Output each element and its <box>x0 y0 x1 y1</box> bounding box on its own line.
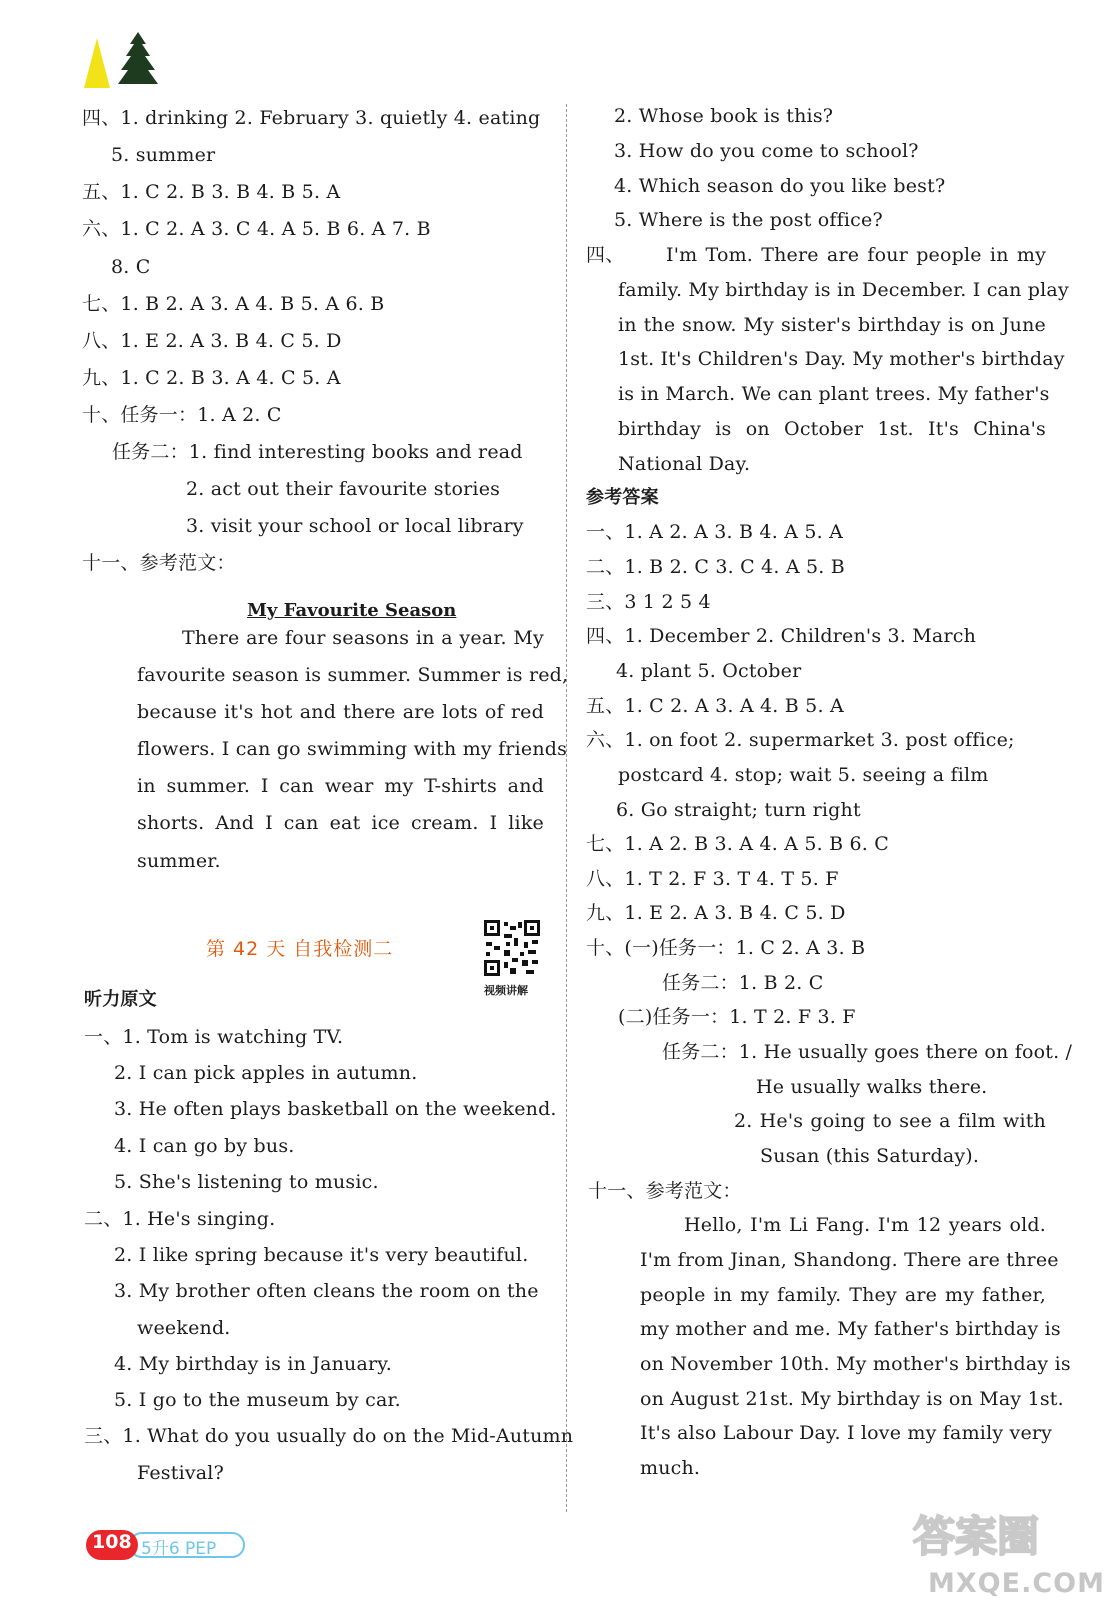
essay-line: in summer. I can wear my T-shirts and <box>137 775 544 797</box>
essay-line: shorts. And I can eat ice cream. I like <box>137 812 544 834</box>
section-heading: 听力原文 <box>84 989 157 1010</box>
transcript-line: 5. I go to the museum by car. <box>114 1389 401 1411</box>
essay-title: My Favourite Season <box>247 600 457 621</box>
transcript-line: 2. I like spring because it's very beautiful. <box>114 1244 529 1266</box>
transcript-line: 4. My birthday is in January. <box>114 1353 392 1375</box>
essay-line: There are four seasons in a year. My <box>182 627 544 649</box>
answer-line: postcard 4. stop; wait 5. seeing a film <box>618 764 989 786</box>
answer-line: 七、1. A 2. B 3. A 4. A 5. B 6. C <box>586 833 890 855</box>
answer-line: 6. Go straight; turn right <box>616 799 861 821</box>
transcript-line: 5. Where is the post office? <box>614 209 883 231</box>
answer-line: 一、1. A 2. A 3. B 4. A 5. A <box>586 521 844 543</box>
answer-line: 三、3 1 2 5 4 <box>586 591 711 613</box>
essay-line: people in my family. They are my father, <box>640 1284 1046 1306</box>
passage-line: birthday is on October 1st. It's China's <box>618 418 1046 440</box>
section-heading: 参考答案 <box>586 487 659 508</box>
essay-line: Hello, I'm Li Fang. I'm 12 years old. <box>684 1214 1046 1236</box>
answer-line: (二)任务一：1. T 2. F 3. F <box>618 1006 856 1028</box>
answer-line: 2. He's going to see a film with <box>734 1110 1046 1132</box>
transcript-line: weekend. <box>137 1317 231 1339</box>
essay-line: on November 10th. My mother's birthday is <box>640 1353 1071 1375</box>
transcript-line: 一、1. Tom is watching TV. <box>84 1026 344 1048</box>
transcript-line: 三、1. What do you usually do on the Mid-Autumn <box>84 1425 574 1447</box>
answer-line: 5. summer <box>111 144 216 166</box>
day-title: 第 42 天 自我检测二 <box>206 938 394 960</box>
column-divider <box>566 104 567 1512</box>
pine-trees-logo <box>80 30 170 90</box>
answer-line: 任务二：1. He usually goes there on foot. / <box>662 1041 1073 1063</box>
answer-line: 任务二：1. B 2. C <box>662 972 824 994</box>
answer-line: 九、1. E 2. A 3. B 4. C 5. D <box>586 902 846 924</box>
essay-line: summer. <box>137 850 221 872</box>
transcript-line: 3. My brother often cleans the room on the <box>114 1280 539 1302</box>
essay-line: I'm from Jinan, Shandong. There are three <box>640 1249 1059 1271</box>
passage-line: National Day. <box>618 453 751 475</box>
passage-line: I'm Tom. There are four people in my <box>666 244 1046 266</box>
answer-line: 九、1. C 2. B 3. A 4. C 5. A <box>82 367 341 389</box>
answer-line: He usually walks there. <box>756 1076 988 1098</box>
essay-line: on August 21st. My birthday is on May 1st. <box>640 1388 1064 1410</box>
passage-line: is in March. We can plant trees. My father's <box>618 383 1050 405</box>
answer-line: 四、1. December 2. Children's 3. March <box>586 625 977 647</box>
essay-line: It's also Labour Day. I love my family very <box>640 1422 1053 1444</box>
essay-line: my mother and me. My father's birthday is <box>640 1318 1061 1340</box>
section-label: 四、 <box>586 244 625 266</box>
essay-line: favourite season is summer. Summer is red, <box>137 664 569 686</box>
transcript-line: Festival? <box>137 1462 224 1484</box>
answer-line: 任务二：1. find interesting books and read <box>112 441 523 463</box>
transcript-line: 二、1. He's singing. <box>84 1208 276 1230</box>
answer-line: 六、1. C 2. A 3. C 4. A 5. B 6. A 7. B <box>82 218 431 240</box>
essay-line: much. <box>640 1457 701 1479</box>
passage-line: family. My birthday is in December. I can play <box>618 279 1069 301</box>
answer-line: 八、1. T 2. F 3. T 4. T 5. F <box>586 868 839 890</box>
answer-line: 二、1. B 2. C 3. C 4. A 5. B <box>586 556 845 578</box>
answer-line: 2. act out their favourite stories <box>186 478 501 500</box>
section-heading: 十一、参考范文： <box>82 552 236 574</box>
answer-line: 五、1. C 2. A 3. A 4. B 5. A <box>586 695 844 717</box>
transcript-line: 2. Whose book is this? <box>614 105 834 127</box>
answer-line: 四、1. drinking 2. February 3. quietly 4. eating <box>82 107 541 129</box>
answer-line: 8. C <box>111 256 151 278</box>
section-heading: 十一、参考范文： <box>588 1180 742 1202</box>
qr-code-icon[interactable] <box>482 918 542 978</box>
answer-line: 八、1. E 2. A 3. B 4. C 5. D <box>82 330 342 352</box>
answer-line: 3. visit your school or local library <box>186 515 524 537</box>
book-series-label: 5升6 PEP <box>141 1539 217 1559</box>
answer-line: 六、1. on foot 2. supermarket 3. post office; <box>586 729 1015 751</box>
transcript-line: 2. I can pick apples in autumn. <box>114 1062 418 1084</box>
transcript-line: 3. He often plays basketball on the weekend. <box>114 1098 557 1120</box>
svg-text:答案圈: 答案圈 <box>913 1512 1040 1561</box>
page-number: 108 <box>92 1531 132 1553</box>
answer-line: 五、1. C 2. B 3. B 4. B 5. A <box>82 181 341 203</box>
watermark-text: MXQE.COM <box>928 1568 1105 1599</box>
essay-line: because it's hot and there are lots of red <box>137 701 544 723</box>
transcript-line: 3. How do you come to school? <box>614 140 919 162</box>
qr-label: 视频讲解 <box>484 984 528 997</box>
answer-line: Susan (this Saturday). <box>760 1145 980 1167</box>
answer-line: 4. plant 5. October <box>616 660 802 682</box>
transcript-line: 4. I can go by bus. <box>114 1135 295 1157</box>
transcript-line: 4. Which season do you like best? <box>614 175 946 197</box>
passage-line: in the snow. My sister's birthday is on June <box>618 314 1046 336</box>
answer-line: 十、任务一：1. A 2. C <box>82 404 282 426</box>
essay-line: flowers. I can go swimming with my friends <box>137 738 568 760</box>
transcript-line: 5. She's listening to music. <box>114 1171 379 1193</box>
answer-line: 七、1. B 2. A 3. A 4. B 5. A 6. B <box>82 293 385 315</box>
passage-line: 1st. It's Children's Day. My mother's birthday <box>618 348 1065 370</box>
answer-line: 十、(一)任务一：1. C 2. A 3. B <box>586 937 866 959</box>
